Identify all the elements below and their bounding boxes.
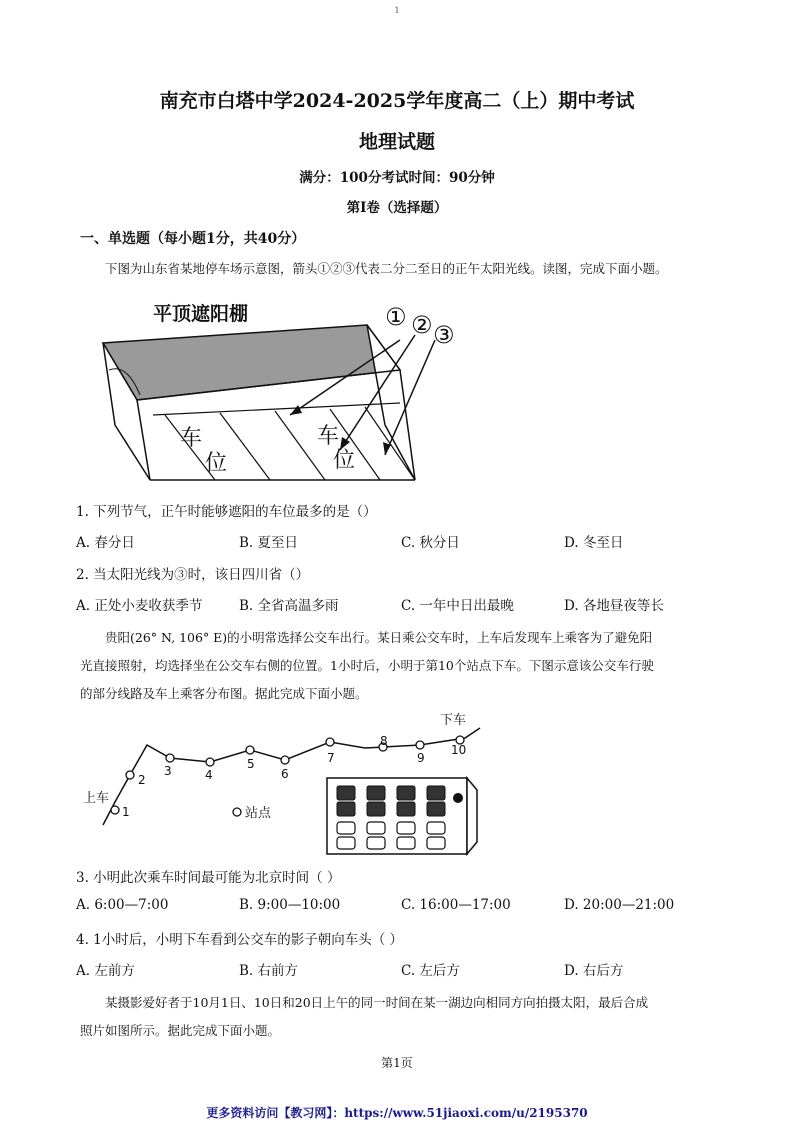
bus-seating-diagram: [327, 778, 477, 854]
exam-subject: 地理试题: [358, 131, 435, 153]
q3-option-b[interactable]: B. 9:00—10:00: [239, 897, 341, 913]
footer-link[interactable]: 更多资料访问【教习网】：https://www.51jiaoxi.com/u/2195370: [206, 1106, 588, 1120]
seat-empty: [337, 837, 355, 849]
legend-station-label: 站点: [245, 806, 272, 821]
q2-option-b[interactable]: B. 全省高温多雨: [239, 598, 339, 614]
exam-meta: 满分：100分考试时间：90分钟: [299, 170, 495, 186]
page-number: 第1页: [381, 1056, 413, 1070]
arrow-label-3: ③: [433, 321, 455, 349]
q2-option-d[interactable]: D. 各地昼夜等长: [564, 598, 664, 614]
seat-occupied: [427, 802, 445, 816]
seat-occupied: [337, 786, 355, 800]
station-4: [206, 758, 214, 766]
q4-option-b[interactable]: B. 右前方: [239, 963, 299, 979]
seat-empty: [427, 822, 445, 834]
station-label-8: 8: [380, 734, 388, 748]
seat-occupied: [427, 786, 445, 800]
spot-1-top: 车: [180, 426, 203, 451]
figure-caption: 平顶遮阳棚: [153, 303, 249, 325]
seat-occupied: [367, 802, 385, 816]
q2-option-a[interactable]: A. 正处小麦收获季节: [76, 598, 203, 614]
question-1-stem: 1. 下列节气，正午时能够遮阳的车位最多的是（）: [76, 504, 377, 520]
station-9: [416, 741, 424, 749]
station-5: [246, 746, 254, 754]
station-label-9: 9: [417, 751, 425, 765]
spot-2-bottom: 位: [333, 448, 356, 473]
q1-option-b[interactable]: B. 夏至日: [239, 535, 299, 551]
q3-option-c[interactable]: C. 16:00—17:00: [401, 897, 511, 913]
station-2: [126, 771, 134, 779]
station-label-10: 10: [451, 743, 467, 757]
arrow-label-1: ①: [385, 303, 407, 331]
spot-1-bottom: 位: [205, 451, 228, 476]
q1-option-a[interactable]: A. 春分日: [76, 535, 135, 551]
section-heading: 一、单选题（每小题1分，共40分）: [80, 231, 306, 247]
seat-occupied: [367, 786, 385, 800]
question-4-stem: 4. 1小时后，小明下车看到公交车的影子朝向车头（ ）: [76, 932, 404, 948]
seat-occupied: [337, 802, 355, 816]
seat-empty: [367, 822, 385, 834]
station-label-7: 7: [327, 751, 335, 765]
steering-wheel-icon: [453, 793, 463, 803]
station-label-6: 6: [281, 767, 289, 781]
exam-title: 南充市白塔中学2024-2025学年度高二（上）期中考试: [159, 90, 635, 112]
q1-option-d[interactable]: D. 冬至日: [564, 535, 624, 551]
station-label-1: 1: [122, 805, 130, 819]
station-3: [166, 754, 174, 762]
q4-option-d[interactable]: D. 右后方: [564, 963, 624, 979]
q3-option-a[interactable]: A. 6:00—7:00: [76, 897, 169, 913]
intro-paragraph-2-line-2: 光直接照射，均选择坐在公交车右侧的位置。1小时后，小明于第10个站点下车。下图示意该公交车行驶: [80, 658, 654, 673]
legend-station-icon: [233, 808, 241, 816]
shade-roof: [103, 325, 400, 400]
station-7: [326, 738, 334, 746]
q2-option-c[interactable]: C. 一年中日出最晚: [401, 598, 514, 614]
intro-paragraph-2-line-1: 贵阳(26° N, 106° E)的小明常选择公交车出行。某日乘公交车时，上车后发现车上乘客为了避免阳: [105, 630, 653, 645]
seat-occupied: [397, 802, 415, 816]
station-1: [111, 806, 119, 814]
question-2-stem: 2. 当太阳光线为③时，该日四川省（）: [76, 567, 310, 583]
q4-option-c[interactable]: C. 左后方: [401, 963, 460, 979]
bus-route-figure: [75, 710, 495, 860]
alight-label: 下车: [440, 713, 467, 728]
intro-paragraph-1: 下图为山东省某地停车场示意图，箭头①②③代表二分二至日的正午太阳光线。读图，完成下面小题。: [105, 261, 668, 276]
station-label-5: 5: [247, 757, 255, 771]
spot-2-top: 车: [317, 424, 340, 449]
arrow-label-2: ②: [411, 311, 433, 339]
board-label: 上车: [83, 791, 110, 806]
parking-lot-figure: [95, 295, 465, 485]
page-marker: 1: [394, 6, 400, 15]
question-3-stem: 3. 小明此次乘车时间最可能为北京时间（ ）: [76, 870, 341, 886]
intro-paragraph-2-line-3: 的部分线路及车上乘客分布图。据此完成下面小题。: [80, 686, 368, 701]
seat-occupied: [397, 786, 415, 800]
q1-option-c[interactable]: C. 秋分日: [401, 535, 460, 551]
exam-volume: 第Ⅰ卷（选择题）: [346, 200, 448, 216]
station-6: [281, 756, 289, 764]
seat-empty: [397, 837, 415, 849]
q3-option-d[interactable]: D. 20:00—21:00: [564, 897, 675, 913]
seat-empty: [427, 837, 445, 849]
station-label-3: 3: [164, 764, 172, 778]
station-label-2: 2: [138, 773, 146, 787]
seat-empty: [397, 822, 415, 834]
intro-paragraph-3-line-1: 某摄影爱好者于10月1日、10日和20日上午的同一时间在某一湖边向相同方向拍摄太阳，最后合成: [105, 995, 649, 1010]
seat-empty: [337, 822, 355, 834]
seat-empty: [367, 837, 385, 849]
intro-paragraph-3-line-2: 照片如图所示。据此完成下面小题。: [80, 1023, 281, 1038]
station-label-4: 4: [205, 768, 213, 782]
q4-option-a[interactable]: A. 左前方: [76, 963, 135, 979]
